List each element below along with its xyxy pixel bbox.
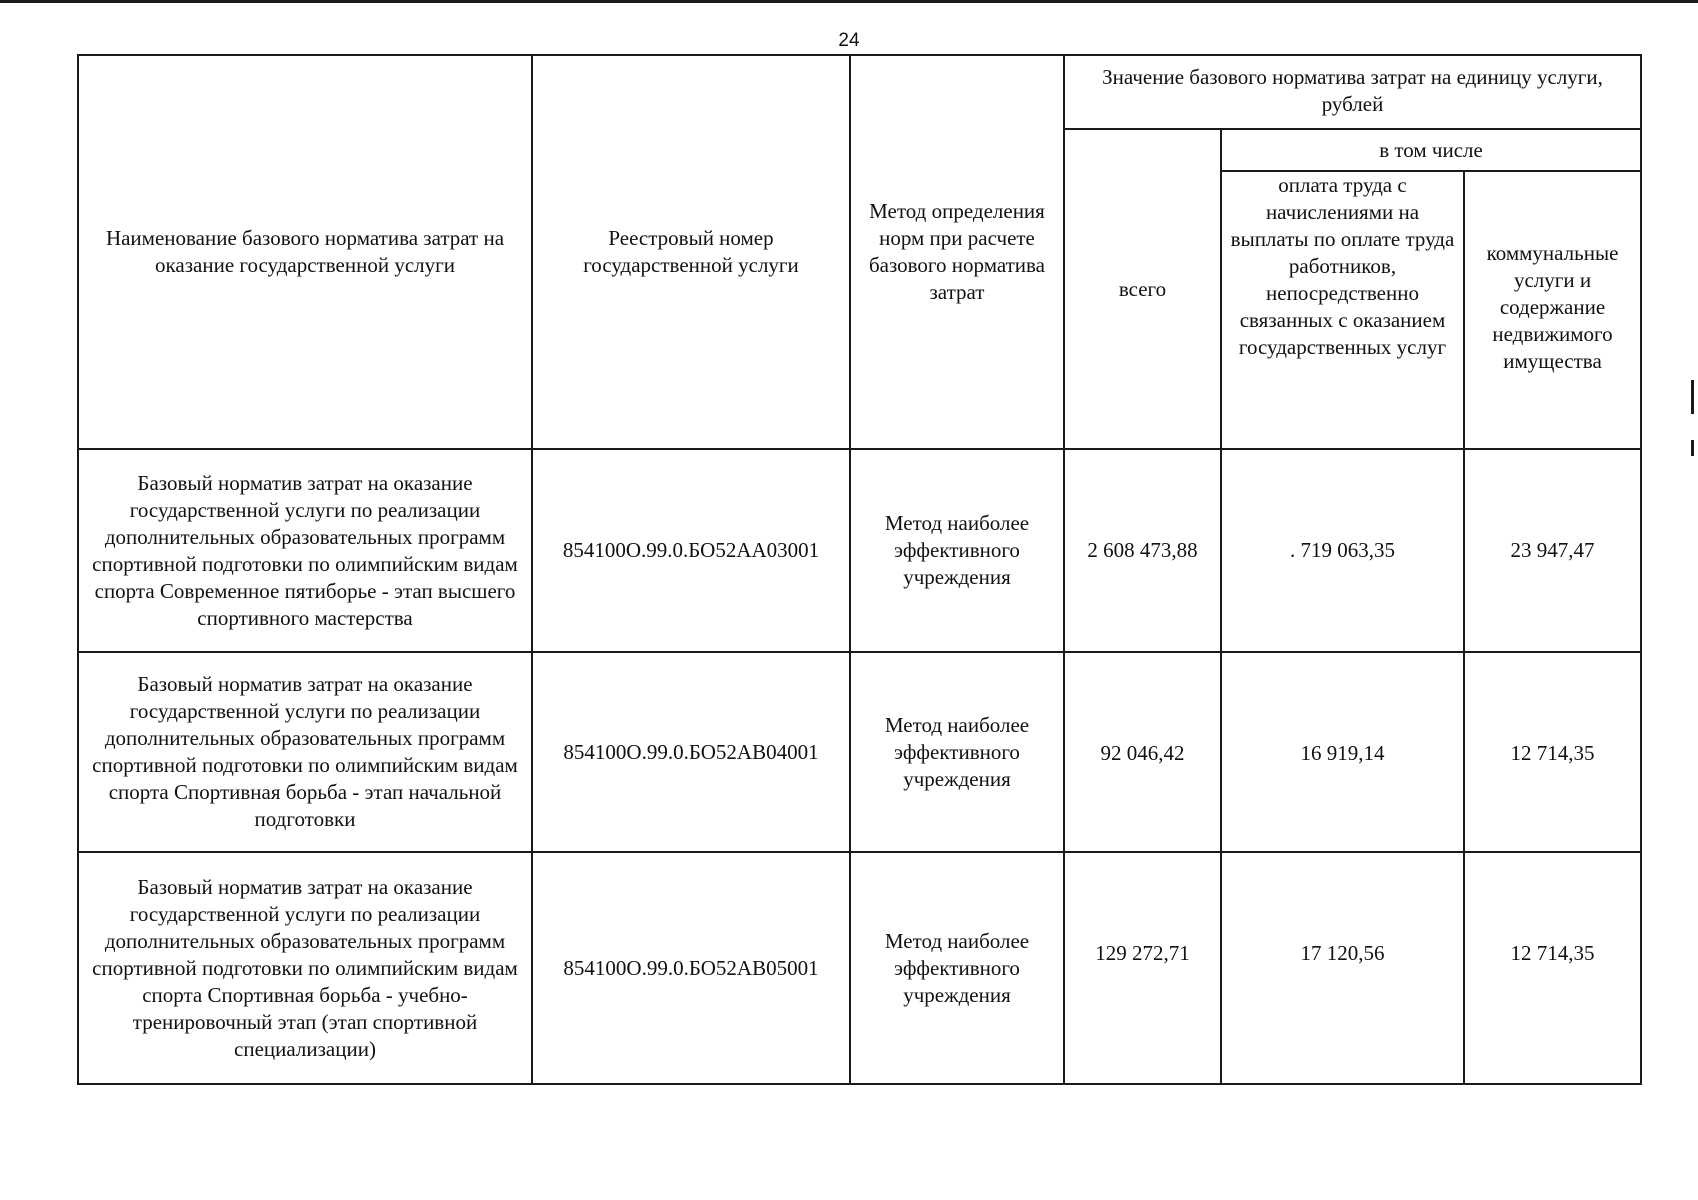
table-row [78,652,1641,852]
scan-edge-mark [1691,380,1694,414]
row-method: Метод наиболее эффективного учреждения [850,652,1064,852]
row-total: 129 272,71 [1064,852,1221,1084]
row-labor: . 719 063,35 [1221,449,1464,652]
scan-edge-mark [1691,440,1694,456]
header-registry: Реестровый номер государственной услуги [532,55,850,449]
row-utilities: 12 714,35 [1464,652,1641,852]
header-total: всего [1064,129,1221,449]
row-labor: 17 120,56 [1221,852,1464,1084]
scan-top-border [0,0,1698,3]
row-method: Метод наиболее эффективного учреждения [850,852,1064,1084]
row-name: Базовый норматив затрат на оказание государственной услуги по реализации дополнительных образовательных программ спортивной подготовки по олимпийским видам спорта Современное пятиборье - этап высшего спортивного мастерства [78,449,532,652]
page-number: 24 [838,30,860,51]
header-labor: оплата труда с начислениями на выплаты по оплате труда работников, непосредственно связанных с оказанием государственных услуг [1221,171,1464,449]
header-value-group: Значение базового норматива затрат на единицу услуги, рублей [1064,55,1641,129]
cost-norm-table [77,54,1642,1085]
table-row [78,852,1641,1084]
row-method: Метод наиболее эффективного учреждения [850,449,1064,652]
header-name: Наименование базового норматива затрат на оказание государственной услуги [78,55,532,449]
row-registry: 854100О.99.0.БО52АВ04001 [532,652,850,852]
header-utilities: коммунальные услуги и содержание недвижимого имущества [1464,171,1641,449]
row-name: Базовый норматив затрат на оказание государственной услуги по реализации дополнительных образовательных программ спортивной подготовки по олимпийским видам спорта Спортивная борьба - учебно-тренировочный этап (этап спортивной специализации) [78,852,532,1084]
header-including: в том числе [1221,129,1641,171]
row-registry: 854100О.99.0.БО52АА03001 [532,449,850,652]
row-name: Базовый норматив затрат на оказание государственной услуги по реализации дополнительных образовательных программ спортивной подготовки по олимпийским видам спорта Спортивная борьба - этап начальной подготовки [78,652,532,852]
row-total: 92 046,42 [1064,652,1221,852]
row-utilities: 23 947,47 [1464,449,1641,652]
table-row [78,449,1641,652]
header-method: Метод определения норм при расчете базового норматива затрат [850,55,1064,449]
row-utilities: 12 714,35 [1464,852,1641,1084]
row-total: 2 608 473,88 [1064,449,1221,652]
header-row [78,55,1641,129]
row-registry: 854100О.99.0.БО52АВ05001 [532,852,850,1084]
row-labor: 16 919,14 [1221,652,1464,852]
